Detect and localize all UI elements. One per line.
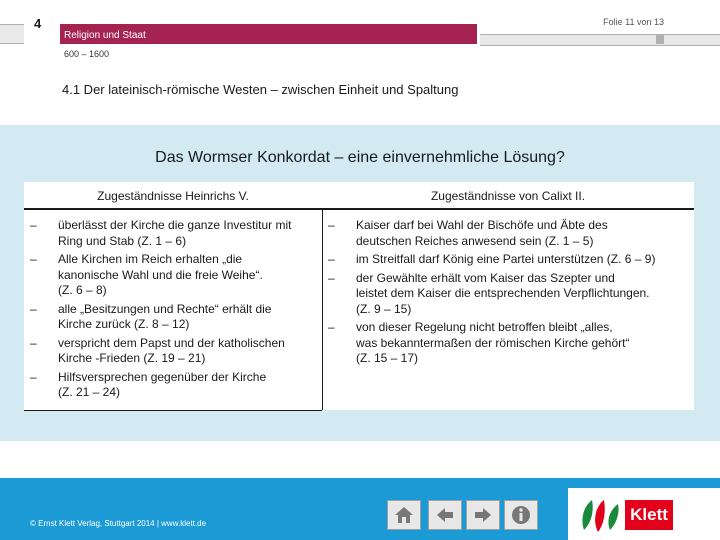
info-icon xyxy=(510,504,532,526)
comparison-table xyxy=(24,182,694,410)
left-column-item xyxy=(24,218,316,249)
left-header-rule xyxy=(0,24,24,44)
bullet-dash: – xyxy=(30,335,37,350)
right-column-item-line: leistet dem Kaiser die entsprechenden Verpflichtungen. xyxy=(356,286,650,300)
forward-button[interactable] xyxy=(466,500,500,530)
right-column-item-line: was bekanntermaßen der römischen Kirche gehört“ xyxy=(356,335,630,350)
forward-arrow-icon xyxy=(472,505,494,525)
back-button[interactable] xyxy=(428,500,462,530)
klett-brand: Klett xyxy=(625,500,673,530)
period-label: 600 – 1600 xyxy=(64,49,110,59)
left-column-item-line: (Z. 21 – 24) xyxy=(58,385,121,399)
right-column-item xyxy=(322,252,694,268)
header-grey-tab xyxy=(656,34,664,44)
info-button[interactable] xyxy=(504,500,538,530)
left-column xyxy=(24,182,322,411)
left-column-item-line: überlässt der Kirche die ganze Investitur mit xyxy=(58,218,292,232)
home-button[interactable] xyxy=(387,500,421,530)
slide-counter: Folie 11 von 13 xyxy=(603,17,664,27)
left-column-item-line: Alle Kirchen im Reich erhalten „die xyxy=(58,252,243,266)
right-column xyxy=(322,182,694,410)
left-column-item-line: (Z. 6 – 8) xyxy=(58,283,107,297)
left-column-item-line: Ring und Stab (Z. 1 – 6) xyxy=(58,233,187,248)
left-column-item-line: verspricht dem Papst und der katholischen xyxy=(58,335,285,350)
content-title: Das Wormser Konkordat – eine einvernehmliche Lösung? xyxy=(155,149,565,166)
right-column-item-line: deutschen Reiches anwesend sein (Z. 1 – 5) xyxy=(356,233,594,248)
home-icon xyxy=(393,505,415,525)
right-column-heading: Zugeständnisse von Calixt II. xyxy=(322,182,694,210)
header-grey-rule xyxy=(480,34,720,46)
chapter-number: 4 xyxy=(34,16,42,31)
left-column-item-line: Hilfsversprechen gegenüber der Kirche xyxy=(58,369,267,384)
bullet-dash: – xyxy=(30,369,37,384)
left-column-item-line: Kirche zurück (Z. 8 – 12) xyxy=(58,317,190,331)
bullet-dash: – xyxy=(30,218,37,232)
right-column-item xyxy=(322,271,694,318)
copyright: © Ernst Klett Verlag, Stuttgart 2014 | www.klett.de xyxy=(30,519,207,528)
left-column-item xyxy=(24,370,316,401)
right-column-list xyxy=(322,218,694,370)
right-column-item-line: (Z. 9 – 15) xyxy=(356,301,412,316)
chapter-title: Religion und Staat xyxy=(64,30,146,41)
left-column-heading: Zugeständnisse Heinrichs V. xyxy=(24,182,322,210)
bullet-dash: – xyxy=(328,252,335,266)
right-column-item-line: (Z. 15 – 17) xyxy=(356,351,419,365)
section-title: 4.1 Der lateinisch-römische Westen – zwischen Einheit und Spaltung xyxy=(62,82,459,97)
bullet-dash: – xyxy=(328,270,335,285)
right-column-body xyxy=(322,210,694,410)
bullet-dash: – xyxy=(30,301,37,316)
bullet-dash: – xyxy=(328,218,335,232)
left-column-item xyxy=(24,302,316,333)
klett-logo-area xyxy=(568,488,720,540)
right-column-item xyxy=(322,320,694,367)
right-column-item-line: von dieser Regelung nicht betroffen bleibt „alles, xyxy=(356,320,613,334)
back-arrow-icon xyxy=(434,505,456,525)
column-separator xyxy=(322,210,323,410)
left-column-item-line: alle „Besitzungen und Rechte“ erhält die xyxy=(58,301,272,316)
left-column-item xyxy=(24,336,316,367)
left-column-item-line: kanonische Wahl und die freie Weihe“. xyxy=(58,267,263,282)
right-column-item xyxy=(322,218,694,249)
bullet-dash: – xyxy=(328,320,335,334)
right-column-item-line: im Streitfall darf König eine Partei unterstützen (Z. 6 – 9) xyxy=(356,252,656,266)
bullet-dash: – xyxy=(30,252,37,266)
klett-leaf-icon xyxy=(574,494,624,538)
left-column-item-line: Kirche -Frieden (Z. 19 – 21) xyxy=(58,351,206,365)
right-column-item-line: Kaiser darf bei Wahl der Bischöfe und Äbte des xyxy=(356,218,608,232)
right-column-item-line: der Gewählte erhält vom Kaiser das Szepter und xyxy=(356,270,615,285)
left-column-item xyxy=(24,252,316,299)
left-column-list xyxy=(24,218,316,404)
